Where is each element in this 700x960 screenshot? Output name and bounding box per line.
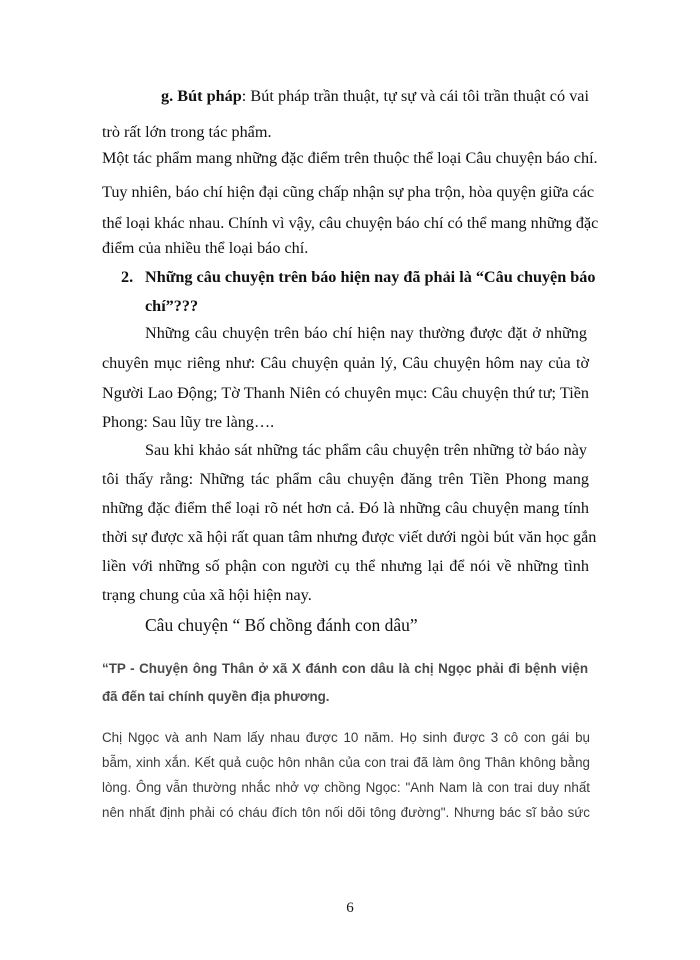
para-type-line-1: Một tác phẩm mang những đặc điểm trên thuộc thể loại Câu chuyện báo chí. (102, 149, 598, 167)
para-survey-line-4: thời sự được xã hội rất quan tâm nhưng được viết dưới ngòi bút văn học gắn (102, 528, 597, 546)
section-g-text: : Bút pháp trần thuật, tự sự và cái tôi trần thuật có vai (241, 87, 589, 105)
section-2-title-line-2: chí”??? (145, 297, 199, 315)
section-2-number: 2. (121, 268, 134, 286)
section-g-line-1 (161, 86, 589, 106)
lead-line-2: đã đến tai chính quyền địa phương. (102, 689, 330, 704)
para-columns-line-4: Phong: Sau lũy tre làng…. (102, 413, 275, 431)
para-type-line-4: điểm của nhiều thể loại báo chí. (102, 239, 309, 257)
section-2-title-line-1: Những câu chuyện trên báo hiện nay đã phải là “Câu chuyện báo (145, 268, 596, 286)
lead-line-1: “TP - Chuyện ông Thân ở xã X đánh con dâu là chị Ngọc phải đi bệnh viện (102, 661, 588, 676)
story-title: Câu chuyện “ Bố chồng đánh con dâu” (145, 615, 418, 635)
para-columns-line-3: Người Lao Động; Tờ Thanh Niên có chuyên mục: Câu chuyện thứ tư; Tiền (102, 384, 589, 402)
page-number: 6 (346, 900, 354, 916)
article-body-line-1: Chị Ngọc và anh Nam lấy nhau được 10 năm. Họ sinh được 3 cô con gái bụ (102, 730, 590, 745)
para-survey-line-6: trạng chung của xã hội hiện nay. (102, 586, 312, 604)
para-survey-line-5: liền với những số phận con người cụ thể nhưng lại để nói về những tình (102, 557, 589, 575)
para-columns-line-1: Những câu chuyện trên báo chí hiện nay thường được đặt ở những (145, 324, 587, 342)
para-columns-line-2: chuyên mục riêng như: Câu chuyện quản lý, Câu chuyện hôm nay của tờ (102, 354, 589, 372)
section-g-heading: g. Bút pháp (161, 87, 242, 105)
para-survey-line-2: tôi thấy rằng: Những tác phẩm câu chuyện đăng trên Tiền Phong mang (102, 470, 589, 488)
section-g-line-2: trò rất lớn trong tác phẩm. (102, 123, 272, 141)
para-type-line-3: thể loại khác nhau. Chính vì vậy, câu chuyện báo chí có thể mang những đặc (102, 214, 599, 232)
article-body-line-4: nên nhất định phải có cháu đích tôn nối dõi tông đường". Nhưng bác sĩ bảo sức (102, 805, 590, 820)
article-body-line-2: bẫm, xinh xắn. Kết quả cuộc hôn nhân của con trai đã làm ông Thân không bằng (102, 755, 590, 770)
para-survey-line-1: Sau khi khảo sát những tác phẩm câu chuyện trên những tờ báo này (145, 441, 587, 459)
para-survey-line-3: những đặc điểm thể loại rõ nét hơn cả. Đó là những câu chuyện mang tính (102, 499, 589, 517)
para-type-line-2: Tuy nhiên, báo chí hiện đại cũng chấp nhận sự pha trộn, hòa quyện giữa các (102, 183, 595, 201)
article-body-line-3: lòng. Ông vẫn thường nhắc nhở vợ chồng Ngọc: "Anh Nam là con trai duy nhất (102, 780, 590, 795)
